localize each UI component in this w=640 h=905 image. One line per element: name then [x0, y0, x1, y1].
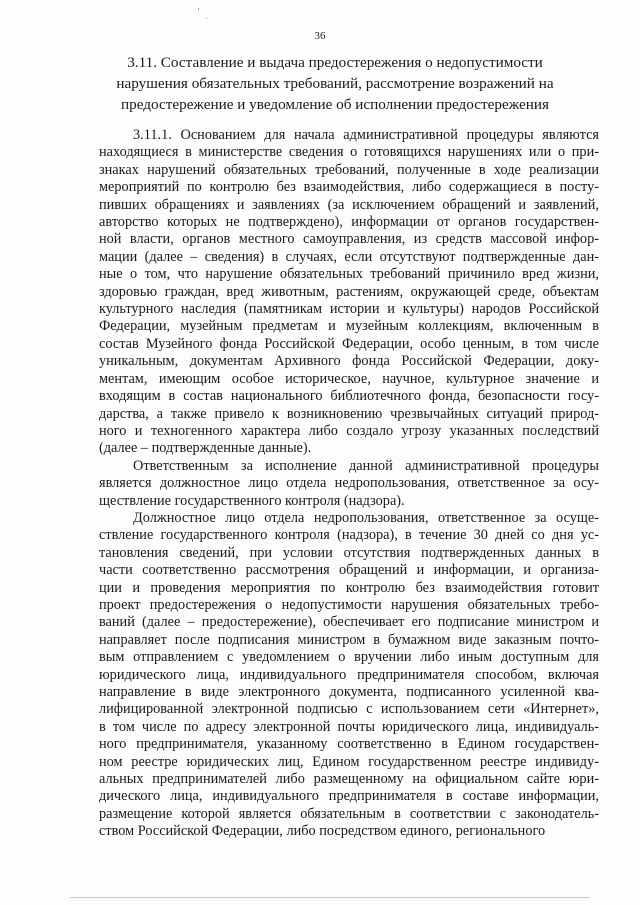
text-line: входящим в состав национального библиотечного фонда, безопасности госу-	[99, 388, 599, 405]
text-line: ствление государственного контроля (надзора), в течение 30 дней со дня ус-	[99, 527, 599, 544]
text-line: в том числе по адресу электронной почты юридического лица, индивидуаль-	[99, 718, 599, 735]
text-line: направление в виде электронного документа, подписанного усиленной ква-	[99, 684, 599, 700]
text-line: юридического лица, индивидуального предпринимателя способом, включая	[99, 666, 599, 683]
text-line: альных предпринимателей либо размещенному на официальном сайте юри-	[99, 771, 599, 788]
text-line: дарства, а также привело к возникновению чрезвычайных ситуаций природ-	[99, 405, 599, 422]
text-line: (далее – подтвержденные данные).	[99, 440, 312, 457]
text-line: мации (далее – сведения) в случаях, если отсутствуют подтвержденные дан-	[99, 248, 599, 265]
scan-mark	[206, 18, 207, 19]
text-line: Ответственным за исполнение данной административной процедуры	[133, 457, 599, 474]
document-body	[99, 127, 599, 841]
paragraph	[99, 127, 599, 458]
text-line: культурного наследия (памятникам истории и культуры) народов Российской	[99, 301, 599, 318]
section-title: 3.11. Составление и выдача предостережения о недопустимости нарушения обязательных требований, рассмотрение возражений на предостережение и уведомление об исполнении предостережения	[116, 54, 554, 113]
text-line: ного и техногенного характера либо создало угрозу указанных последствий	[99, 422, 599, 439]
text-line: ментам, имеющим особое историческое, научное, культурное значение и	[99, 370, 599, 387]
text-line: ществление государственного контроля (надзора).	[99, 492, 405, 509]
paragraph	[99, 510, 599, 841]
text-line: Федерации, музейным предметам и музейным коллекциям, включенным в	[99, 318, 599, 335]
text-line: вым отправлением с уведомлением о вручении либо иным доступным для	[99, 649, 599, 666]
text-line: знаках нарушений обязательных требований, полученные в ходе реализации	[99, 161, 599, 178]
text-line: мероприятий по контролю без взаимодействия, либо содержащиеся в посту-	[99, 179, 599, 196]
text-line: 3.11.1. Основанием для начала административной процедуры являются	[133, 127, 599, 143]
text-line: ством Российской Федерации, либо посредством единого, регионального	[99, 823, 546, 840]
text-line: тановления сведений, при условии отсутствия подтвержденных данных в	[99, 544, 599, 561]
text-line: ваний (далее – предостережение), обеспечивает его подписание министром и	[99, 614, 599, 631]
text-line: проект предостережения о недопустимости нарушения обязательных требо-	[99, 596, 599, 613]
scan-mark	[198, 8, 199, 10]
scan-mark	[70, 897, 590, 898]
text-line: ции и проведения мероприятия по контролю без взаимодействия готовит	[99, 579, 599, 596]
text-line: направляет после подписания министром в бумажном виде заказным почто-	[99, 631, 599, 648]
text-line: пивших обращениях и заявлениях (за исключением обращений и заявлений,	[99, 196, 599, 213]
text-line: ные о том, что нарушение обязательных требований причинило вред жизни,	[99, 266, 599, 283]
text-line: здоровью граждан, вред животным, растениям, окружающей среде, объектам	[99, 283, 599, 300]
paragraph	[99, 458, 599, 510]
text-line: размещение которой является обязательным в соответствии с законодатель-	[99, 805, 599, 822]
page-number: 36	[314, 30, 326, 42]
text-line: авторство которых не подтверждено), информации от органов государствен-	[99, 214, 599, 231]
text-line: лифицированной электронной подписью с использованием сети «Интернет»,	[99, 701, 599, 718]
text-line: ном реестре юридических лиц, Едином государственном реестре индивиду-	[99, 753, 599, 770]
text-line: дического лица, индивидуального предпринимателя в составе информации,	[99, 788, 599, 805]
text-line: части соответственно рассмотрения обращений и информации, и организа-	[99, 562, 599, 579]
text-line: уникальным, документам Архивного фонда Российской Федерации, доку-	[99, 353, 599, 370]
text-line: состав Музейного фонда Российской Федерации, особо ценным, в том числе	[99, 335, 599, 352]
text-line: Должностное лицо отдела недропользования, ответственное за осуще-	[133, 509, 599, 526]
text-line: ного предпринимателя, указанному соответственно в Едином государствен-	[99, 736, 599, 753]
text-line: находящиеся в министерстве сведения о готовящихся нарушениях или о при-	[99, 144, 599, 161]
text-line: ной власти, органов местного самоуправления, из средств массовой инфор-	[99, 231, 599, 248]
text-line: является должностное лицо отдела недропользования, ответственное за осу-	[99, 475, 599, 492]
